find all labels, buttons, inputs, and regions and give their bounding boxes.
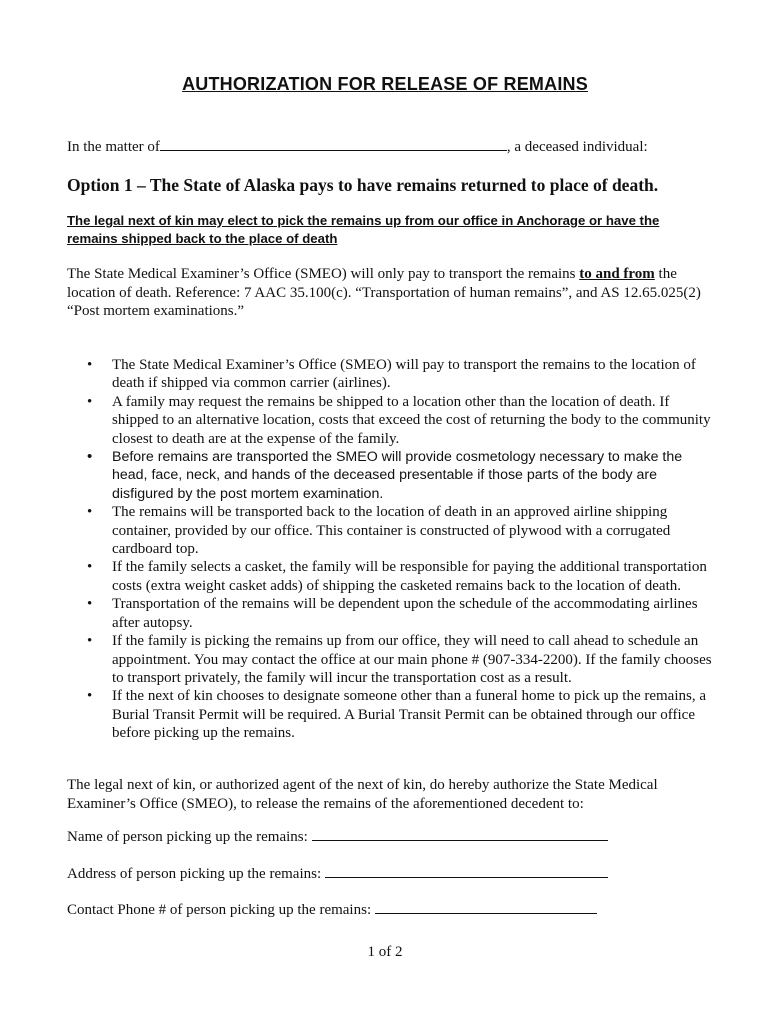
name-input[interactable] xyxy=(312,828,608,841)
matter-line xyxy=(67,138,707,156)
decedent-name-field[interactable] xyxy=(160,138,507,151)
phone-label: Contact Phone # of person picking up the remains: xyxy=(67,902,372,918)
list-item: • Transportation of the remains will be dependent upon the schedule of the accommodating airlines after autopsy. xyxy=(67,595,715,632)
name-label: Name of person picking up the remains: xyxy=(67,829,308,845)
list-item: • If the family selects a casket, the family will be responsible for paying the additional transportation costs (extra weight casket adds) of shipping the casketed remains back to the location of death. xyxy=(67,558,715,595)
address-field-row xyxy=(67,865,608,883)
intro-paragraph xyxy=(67,265,702,321)
intro-emphasis: to and from xyxy=(579,266,655,282)
list-item: • A family may request the remains be shipped to a location other than the location of death. If shipped to an alternative location, costs that exceed the cost of returning the body to the community closest to death are at the expense of the family. xyxy=(67,393,715,448)
name-field-row xyxy=(67,828,608,846)
page-number: 1 of 2 xyxy=(367,944,403,960)
address-input[interactable] xyxy=(325,865,608,878)
page-title: AUTHORIZATION FOR RELEASE OF REMAINS xyxy=(182,74,588,94)
legal-heading: The legal next of kin may elect to pick the remains up from our office in Anchorage or have the remains shipped back to the place of death xyxy=(67,213,660,246)
matter-suffix: , a deceased individual: xyxy=(506,139,648,155)
conditions-list xyxy=(67,356,715,743)
list-item: • The State Medical Examiner’s Office (SMEO) will pay to transport the remains to the location of death if shipped via common carrier (airlines). xyxy=(67,356,715,393)
phone-field-row xyxy=(67,901,597,919)
list-item: • If the family is picking the remains up from our office, they will need to call ahead to schedule an appointment. You may contact the office at our main phone # (907-334-2200). If the family chooses to transport privately, the family will incur the transportation cost as a result. xyxy=(67,632,715,687)
matter-prefix: In the matter of xyxy=(67,139,160,155)
authorization-paragraph: The legal next of kin, or authorized agent of the next of kin, do hereby authorize the State Medical Examiner’s Office (SMEO), to release the remains of the aforementioned decedent to: xyxy=(67,777,658,812)
list-item: • The remains will be transported back to the location of death in an approved airline shipping container, provided by our office. This container is constructed of plywood with a corrugated cardboard top. xyxy=(67,503,715,558)
address-label: Address of person picking up the remains: xyxy=(67,866,322,882)
intro-part2: the location of death. Reference: 7 AAC 35.100(c). “Transportation of human remains”, and AS 12.65.025(2) “Post mortem examinations.” xyxy=(67,266,701,319)
intro-part1: The State Medical Examiner’s Office (SMEO) will only pay to transport the remains xyxy=(67,266,580,282)
option-heading: Option 1 – The State of Alaska pays to have remains returned to place of death. xyxy=(67,175,659,195)
phone-input[interactable] xyxy=(375,901,597,914)
list-item: • Before remains are transported the SMEO will provide cosmetology necessary to make the head, face, neck, and hands of the deceased presentable if those parts of the body are disfigured by the post mortem examination. xyxy=(67,448,715,503)
list-item: • If the next of kin chooses to designate someone other than a funeral home to pick up the remains, a Burial Transit Permit will be required. A Burial Transit Permit can be obtained through our office before picking up the remains. xyxy=(67,687,715,742)
